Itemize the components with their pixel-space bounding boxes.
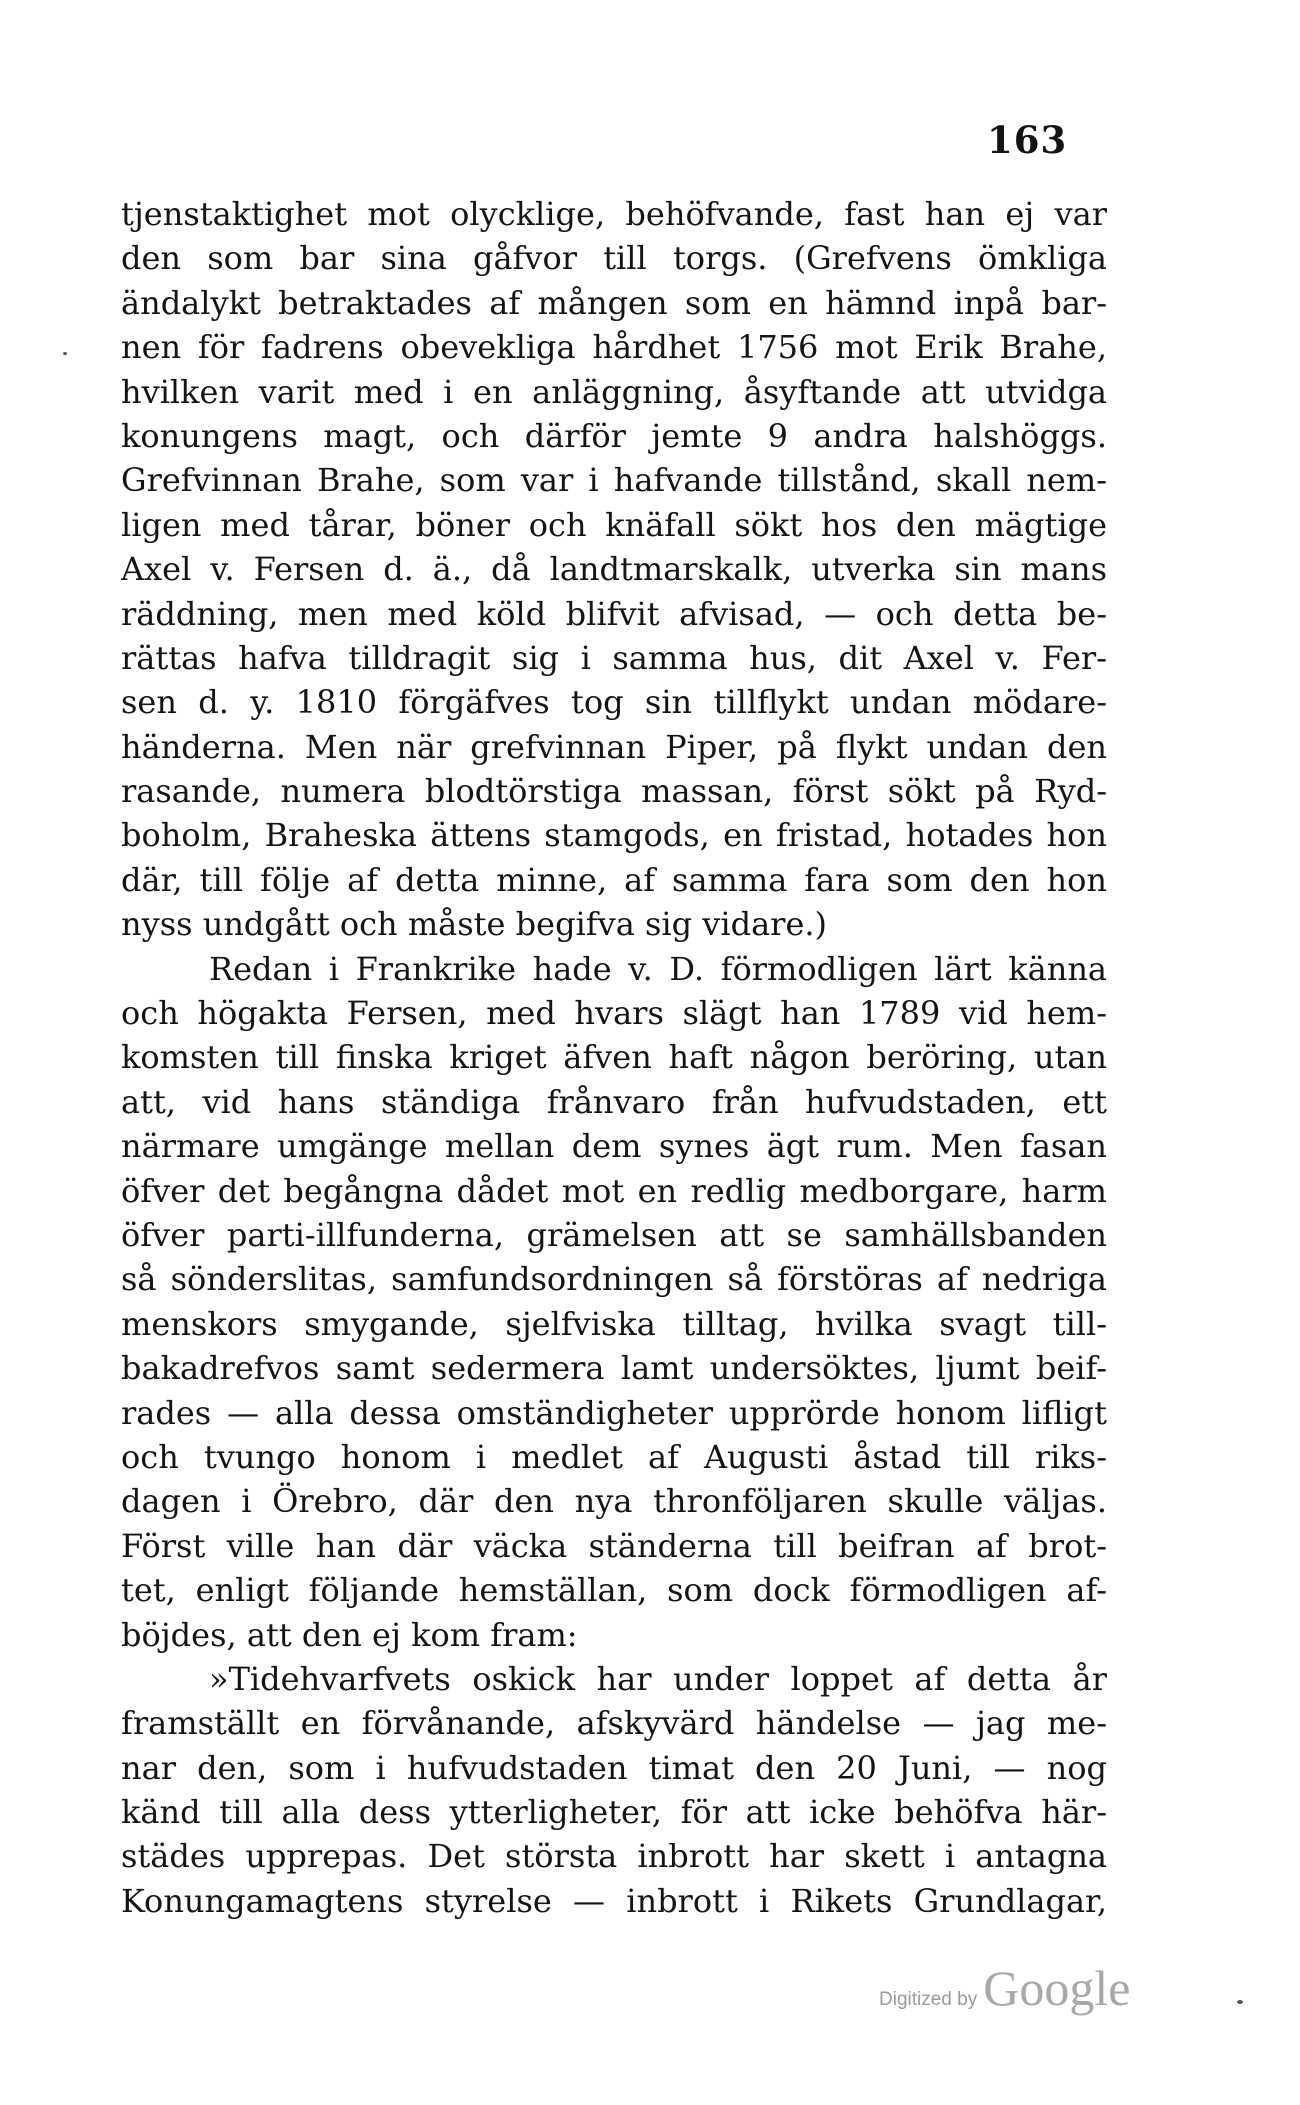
text-line: där, till följe af detta minne, af samma fara som den hon — [121, 860, 1107, 899]
quote-start-line: »Tidehvarfvets oskick har under loppet af detta år — [209, 1659, 1107, 1698]
text-line: räddning, men med köld blifvit afvisad, — och detta be- — [121, 594, 1107, 633]
text-line: Axel v. Fersen d. ä., då landtmarskalk, utverka sin mans — [121, 550, 1107, 589]
text-line: öfver parti-illfunderna, grämelsen att se samhällsbanden — [121, 1215, 1107, 1254]
text-line: konungens magt, och därför jemte 9 andra halshöggs. — [121, 416, 1107, 455]
text-line: ligen med tårar, böner och knäfall sökt hos den mägtige — [121, 505, 1107, 544]
text-line: den som bar sina gåfvor till torgs. (Grefvens ömkliga — [121, 239, 1107, 278]
text-line: menskors smygande, sjelfviska tilltag, hvilka svagt till- — [121, 1304, 1107, 1343]
margin-speck — [63, 352, 67, 355]
text-line: böjdes, att den ej kom fram: — [121, 1615, 578, 1654]
text-line: händerna. Men när grefvinnan Piper, på flykt undan den — [121, 727, 1107, 766]
watermark-prefix: Digitized by — [879, 1989, 978, 2010]
paragraph-start-line: Redan i Frankrike hade v. D. förmodligen lärt känna — [209, 949, 1107, 988]
text-line: nen för fadrens obevekliga hårdhet 1756 mot Erik Brahe, — [121, 328, 1107, 367]
text-line: öfver det begångna dådet mot en redlig medborgare, harm — [121, 1171, 1107, 1210]
text-line: komsten till finska kriget äfven haft någon beröring, utan — [121, 1038, 1107, 1077]
text-line: känd till alla dess ytterligheter, för att icke behöfva här- — [121, 1793, 1107, 1832]
text-line: att, vid hans ständiga frånvaro från hufvudstaden, ett — [121, 1082, 1107, 1121]
text-line: så sönderslitas, samfundsordningen så förstöras af nedriga — [121, 1260, 1107, 1299]
text-line: dagen i Örebro, där den nya thronföljaren skulle väljas. — [121, 1482, 1107, 1521]
watermark-brand: Google — [983, 1960, 1131, 2016]
text-line: Först ville han där väcka ständerna till beifran af brot- — [121, 1526, 1107, 1565]
text-line: rasande, numera blodtörstiga massan, först sökt på Ryd- — [121, 772, 1107, 811]
text-line: bakadrefvos samt sedermera lamt undersöktes, ljumt beif- — [121, 1349, 1107, 1388]
text-line: rättas hafva tilldragit sig i samma hus, dit Axel v. Fer- — [121, 638, 1107, 677]
text-line: och tvungo honom i medlet af Augusti åstad till riks- — [121, 1437, 1107, 1476]
text-line: Konungamagtens styrelse — inbrott i Rikets Grundlagar, — [121, 1881, 1107, 1920]
text-line: Grefvinnan Brahe, som var i hafvande tillstånd, skall nem- — [121, 461, 1107, 500]
text-line: tjenstaktighet mot olycklige, behöfvande, fast han ej var — [121, 195, 1107, 233]
margin-speck — [1237, 2000, 1243, 2004]
text-line: hvilken varit med i en anläggning, åsyftande att utvidga — [121, 372, 1107, 411]
text-line: ändalykt betraktades af mången som en hämnd inpå bar- — [121, 283, 1107, 322]
text-line: nyss undgått och måste begifva sig vidare.) — [121, 905, 828, 944]
body-text — [121, 192, 1107, 1923]
text-line: nar den, som i hufvudstaden timat den 20 Juni, — nog — [121, 1748, 1107, 1787]
page-number: 163 — [987, 118, 1068, 162]
digitization-watermark — [879, 1959, 1130, 2017]
text-line: boholm, Braheska ättens stamgods, en fristad, hotades hon — [121, 816, 1107, 855]
text-line: städes upprepas. Det största inbrott har skett i antagna — [121, 1837, 1107, 1876]
text-line: närmare umgänge mellan dem synes ägt rum. Men fasan — [121, 1127, 1107, 1166]
text-line: framställt en förvånande, afskyvärd händelse — jag me- — [121, 1704, 1107, 1743]
text-line: sen d. y. 1810 förgäfves tog sin tillflykt undan mödare- — [121, 683, 1107, 722]
text-line: tet, enligt följande hemställan, som dock förmodligen af- — [121, 1571, 1107, 1610]
text-line: rades — alla dessa omständigheter upprörde honom lifligt — [121, 1393, 1107, 1432]
text-line: och högakta Fersen, med hvars slägt han 1789 vid hem- — [121, 994, 1107, 1033]
